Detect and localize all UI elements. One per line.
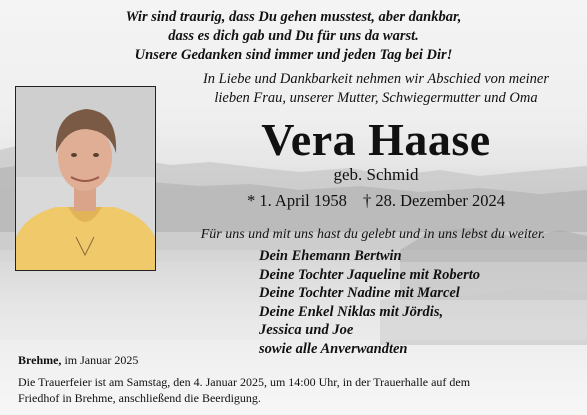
funeral-line: Die Trauerfeier ist am Samstag, den 4. Januar 2025, um 14:00 Uhr, in der Trauerhalle auf dem (18, 375, 471, 389)
portrait-photo (15, 86, 156, 271)
place-and-date (18, 352, 138, 368)
intro-line: Unsere Gedanken sind immer und jeden Tag bei Dir! (134, 47, 453, 63)
place-town: Brehme, (18, 353, 62, 367)
mourner-item: Deine Tochter Nadine mit Marcel (259, 285, 460, 301)
mourners-list (259, 247, 579, 358)
farewell-text (176, 70, 576, 108)
intro-line: Wir sind traurig, dass Du gehen musstest, aber dankbar, (125, 9, 462, 25)
mourner-item: Deine Tochter Jaqueline mit Roberto (259, 266, 480, 283)
place-date: im Januar 2025 (64, 353, 139, 367)
birth-date: * 1. April 1958 (246, 191, 347, 210)
mourner-item: Dein Ehemann Bertwin (259, 248, 402, 264)
memorial-motto: Für uns und mit uns hast du gelebt und in uns lebst du weiter. (200, 227, 546, 242)
mourner-item: sowie alle Anverwandten (259, 340, 408, 357)
mourner-item: Jessica und Joe (259, 322, 354, 338)
life-dates (176, 190, 576, 212)
farewell-line: lieben Frau, unserer Mutter, Schwiegermutter und Oma (214, 90, 538, 106)
funeral-info (18, 375, 538, 406)
portrait-illustration (16, 87, 155, 270)
farewell-line: In Liebe und Dankbarkeit nehmen wir Abschied von meiner (202, 71, 550, 87)
intro-line: dass es dich gab und Du für uns da warst. (168, 28, 419, 44)
death-date: † 28. Dezember 2024 (363, 191, 506, 210)
deceased-name: Vera Haase (261, 114, 491, 165)
intro-verse (40, 8, 547, 65)
funeral-line: Friedhof in Brehme, anschließend die Beerdigung. (18, 390, 261, 405)
mourner-item: Deine Enkel Niklas mit Jördis, (259, 303, 444, 320)
maiden-name: geb. Schmid (333, 165, 419, 184)
